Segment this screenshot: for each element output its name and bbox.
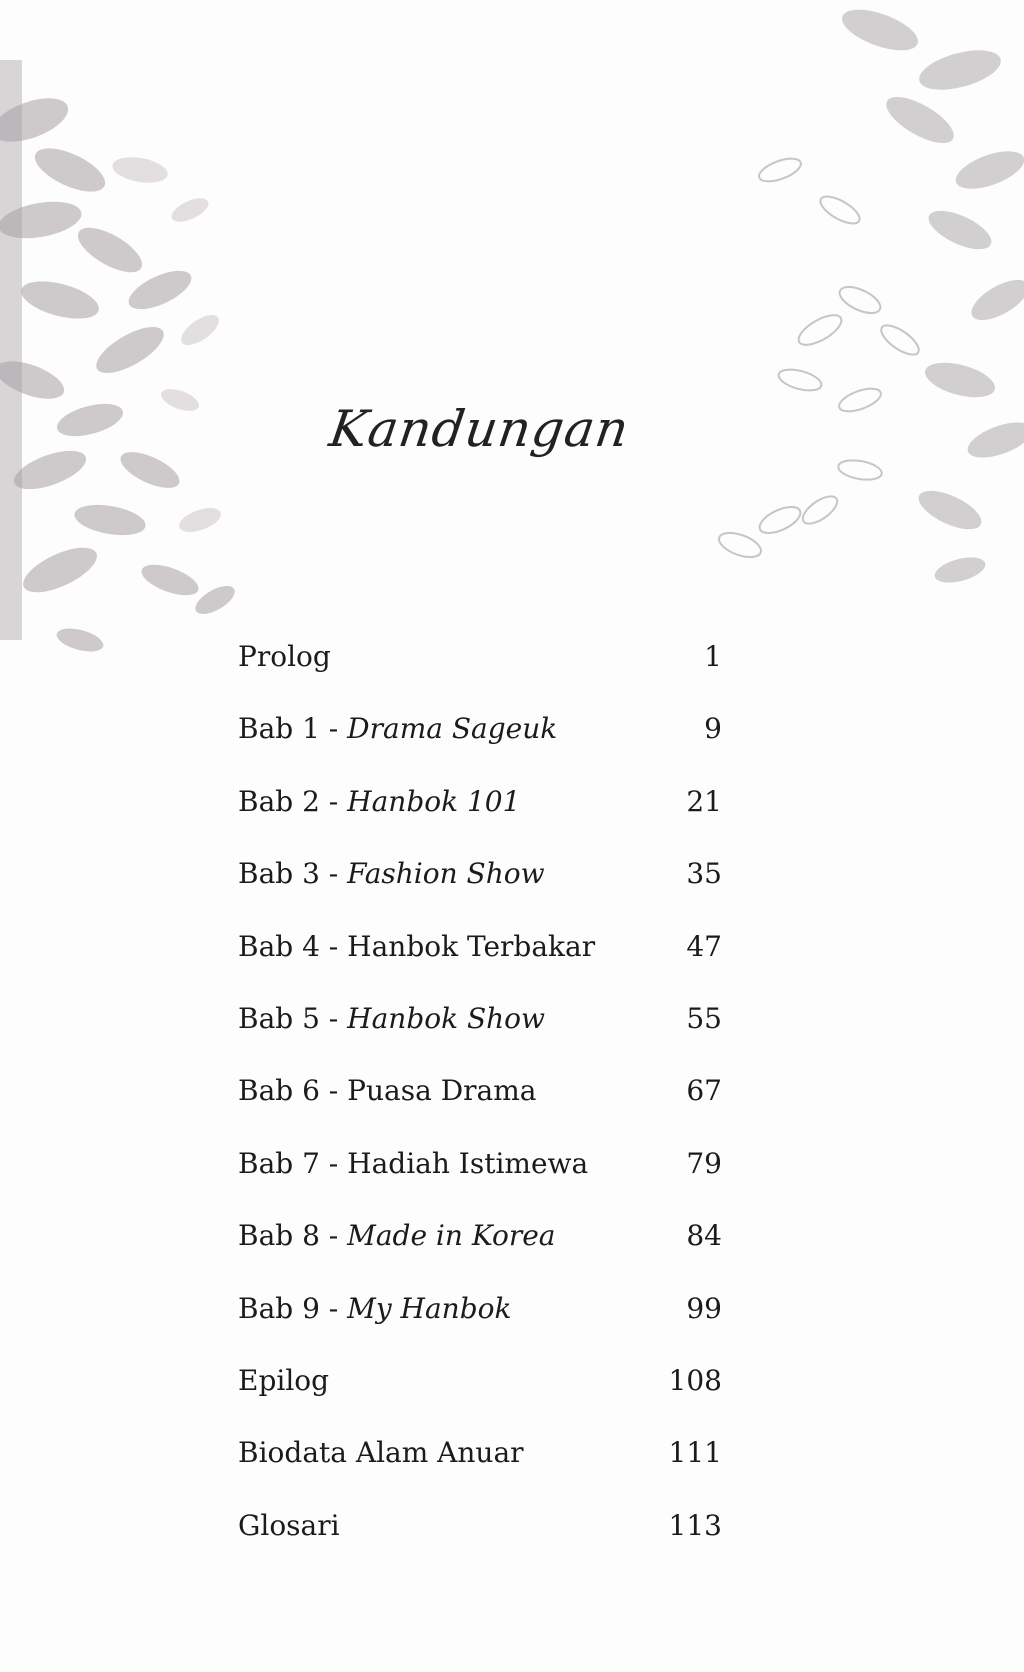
toc-entry-label: Bab 8 - Made in Korea bbox=[238, 1219, 556, 1253]
toc-entry bbox=[238, 1219, 722, 1291]
toc-page-number: 47 bbox=[686, 929, 722, 963]
toc-page-number: 99 bbox=[686, 1291, 722, 1325]
toc-page-number: 79 bbox=[686, 1146, 722, 1180]
toc-entry bbox=[238, 1292, 722, 1364]
toc-page-number: 67 bbox=[686, 1074, 722, 1108]
toc-entry bbox=[238, 640, 722, 712]
toc-page-number: 9 bbox=[704, 712, 722, 746]
toc-entry-label: Bab 6 - Puasa Drama bbox=[238, 1074, 537, 1108]
toc-page-number: 35 bbox=[686, 857, 722, 891]
toc-entry-label: Bab 3 - Fashion Show bbox=[238, 857, 545, 891]
toc-entry bbox=[238, 712, 722, 784]
toc-page-number: 55 bbox=[686, 1001, 722, 1035]
toc-page-number: 84 bbox=[686, 1219, 722, 1253]
toc-page-number: 108 bbox=[668, 1363, 722, 1397]
toc-entry bbox=[238, 1509, 722, 1581]
toc-entry bbox=[238, 1002, 722, 1074]
page-title: Kandungan bbox=[325, 400, 633, 458]
toc-entry-label: Bab 9 - My Hanbok bbox=[238, 1291, 512, 1325]
toc-entry-label: Epilog bbox=[238, 1363, 330, 1397]
toc-entry-label: Bab 1 - Drama Sageuk bbox=[238, 712, 558, 746]
toc-entry-label: Bab 4 - Hanbok Terbakar bbox=[238, 929, 596, 963]
table-of-contents bbox=[238, 640, 722, 1581]
toc-entry bbox=[238, 1074, 722, 1146]
toc-entry-label: Bab 7 - Hadiah Istimewa bbox=[238, 1146, 589, 1180]
toc-entry bbox=[238, 1436, 722, 1508]
right-foliage bbox=[716, 1, 1024, 587]
toc-entry-label: Biodata Alam Anuar bbox=[238, 1436, 524, 1470]
toc-entry bbox=[238, 857, 722, 929]
toc-page-number: 111 bbox=[668, 1436, 722, 1470]
toc-entry bbox=[238, 1147, 722, 1219]
toc-page-number: 113 bbox=[668, 1508, 722, 1542]
toc-page-number: 21 bbox=[686, 784, 722, 818]
toc-entry bbox=[238, 785, 722, 857]
left-foliage bbox=[0, 60, 239, 656]
toc-entry-label: Bab 5 - Hanbok Show bbox=[238, 1001, 546, 1035]
toc-page-number: 1 bbox=[704, 640, 722, 673]
toc-entry-label: Glosari bbox=[238, 1508, 340, 1542]
toc-entry bbox=[238, 930, 722, 1002]
toc-entry-label: Prolog bbox=[238, 640, 331, 673]
toc-entry bbox=[238, 1364, 722, 1436]
toc-entry-label: Bab 2 - Hanbok 101 bbox=[238, 784, 521, 818]
